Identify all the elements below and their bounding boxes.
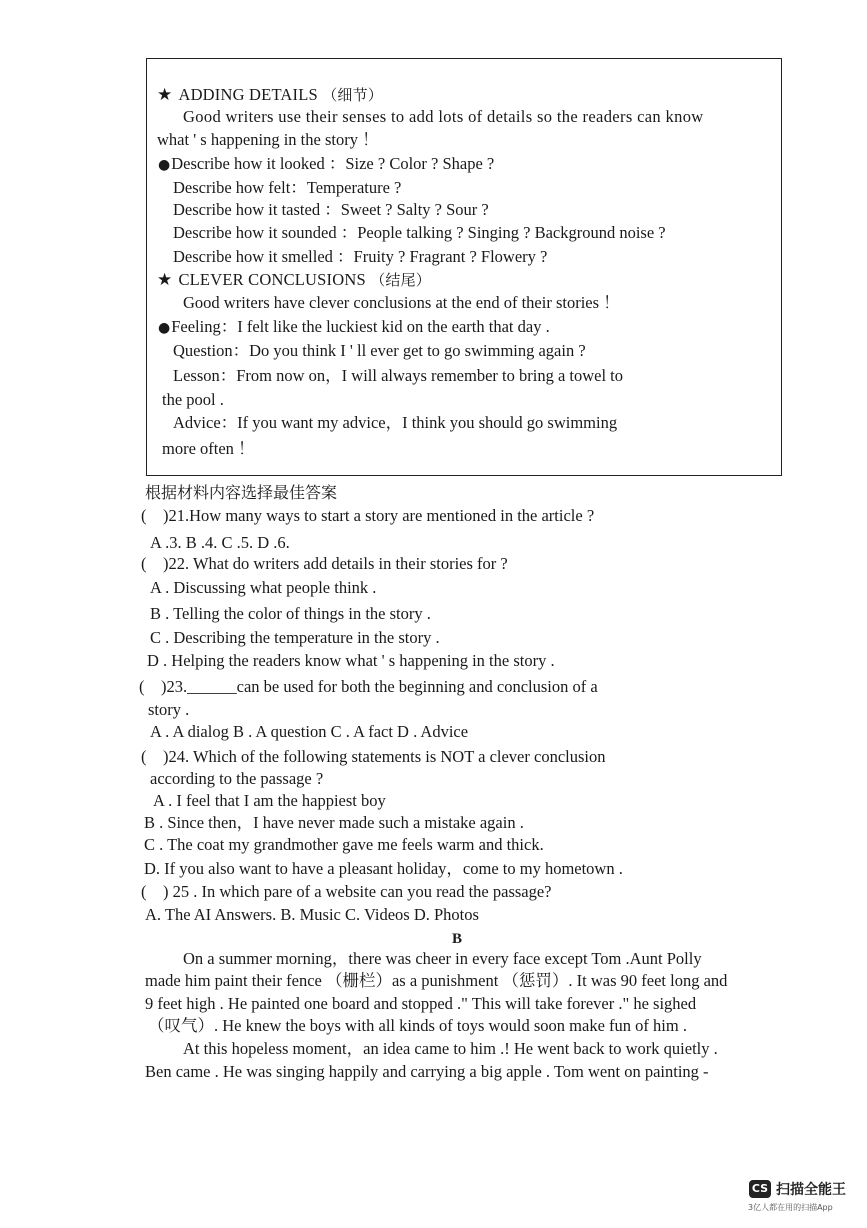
clever-conclusions-heading: ★ CLEVER CONCLUSIONS （结尾）: [157, 270, 431, 290]
star-icon: ★: [157, 85, 173, 105]
section-instruction: 根据材料内容选择最佳答案: [145, 483, 338, 502]
question-25-stem: ( ) 25 . In which pare of a website can you read the passage?: [141, 882, 552, 901]
question-22-stem: ( )22. What do writers add details in their stories for ?: [141, 554, 508, 573]
adding-details-item-3: Describe how it tasted ：Sweet ? Salty ? Sour ?: [173, 200, 489, 219]
question-22-option-a: A . Discussing what people think .: [150, 578, 377, 597]
star-icon: ★: [157, 270, 173, 290]
passage-b-line: made him paint their fence （栅栏）as a punishment （惩罚）. It was 90 feet long and: [145, 971, 728, 990]
question-24-stem-1: ( )24. Which of the following statements is NOT a clever conclusion: [141, 747, 606, 766]
adding-details-item-5: Describe how it smelled ：Fruity ? Fragrant ? Flowery ?: [173, 247, 548, 266]
clever-conclusions-item-4a: Advice：If you want my advice，I think you should go swimming: [173, 413, 618, 432]
adding-details-intro-2: what ' s happening in the story ！: [157, 130, 379, 149]
passage-b-line: On a summer morning，there was cheer in every face except Tom .Aunt Polly: [183, 949, 702, 968]
camscanner-name: 扫描全能王: [776, 1182, 846, 1198]
adding-details-heading: ★ ADDING DETAILS （细节）: [157, 85, 384, 105]
clever-conclusions-intro: Good writers have clever conclusions at the end of their stories ！: [183, 293, 620, 312]
passage-b-line: Ben came . He was singing happily and carrying a big apple . Tom went on painting -: [145, 1062, 709, 1081]
clever-conclusions-item-1: ●Feeling：I felt like the luckiest kid on the earth that day .: [158, 317, 550, 336]
question-21-stem: ( )21.How many ways to start a story are mentioned in the article ?: [141, 506, 595, 525]
passage-b-line: 9 feet high . He painted one board and stopped ." This will take forever ." he sighed: [145, 994, 697, 1013]
bullet-icon: ●: [158, 320, 171, 336]
question-22-option-b: B . Telling the color of things in the story .: [150, 604, 431, 623]
adding-details-item-2: Describe how felt：Temperature ?: [173, 178, 402, 197]
question-22-option-c: C . Describing the temperature in the story .: [150, 628, 440, 647]
passage-b-line: At this hopeless moment，an idea came to him .! He went back to work quietly .: [183, 1039, 718, 1058]
clever-conclusions-item-2: Question：Do you think I ' ll ever get to go swimming again ?: [173, 341, 586, 360]
passage-b-label: B: [452, 931, 463, 947]
question-23-stem-2: story .: [148, 700, 190, 719]
question-24-option-a: A . I feel that I am the happiest boy: [153, 791, 386, 810]
clever-conclusions-item-3b: the pool .: [162, 390, 224, 409]
adding-details-item-1: ●Describe how it looked ：Size ? Color ? Shape ?: [158, 154, 495, 173]
adding-details-intro-1: Good writers use their senses to add lots of details so the readers can know: [183, 107, 704, 126]
question-23-options: A . A dialog B . A question C . A fact D . Advice: [150, 722, 469, 741]
adding-details-item-4: Describe how it sounded ：People talking ? Singing ? Background noise ?: [173, 223, 666, 242]
camscanner-logo-icon: CS: [749, 1180, 771, 1198]
question-21-options: A .3. B .4. C .5. D .6.: [150, 533, 290, 552]
question-25-options: A. The AI Answers. B. Music C. Videos D. Photos: [145, 905, 479, 924]
passage-b-line: （叹气）. He knew the boys with all kinds of toys would soon make fun of him .: [148, 1016, 687, 1035]
clever-conclusions-item-3a: Lesson：From now on，I will always remember to bring a towel to: [173, 366, 624, 385]
question-24-option-c: C . The coat my grandmother gave me feels warm and thick.: [144, 835, 544, 854]
question-22-option-d: D . Helping the readers know what ' s happening in the story .: [147, 651, 555, 670]
clever-conclusions-item-4b: more often ！: [162, 439, 255, 458]
question-24-option-b: B . Since then，I have never made such a mistake again .: [144, 813, 524, 832]
question-24-option-d: D. If you also want to have a pleasant holiday，come to my hometown .: [144, 859, 623, 878]
question-24-stem-2: according to the passage ?: [150, 769, 324, 788]
camscanner-tagline: 3亿人都在用的扫描App: [748, 1203, 833, 1212]
bullet-icon: ●: [158, 157, 171, 173]
question-23-stem-1: ( )23.______can be used for both the beginning and conclusion of a: [139, 677, 598, 696]
